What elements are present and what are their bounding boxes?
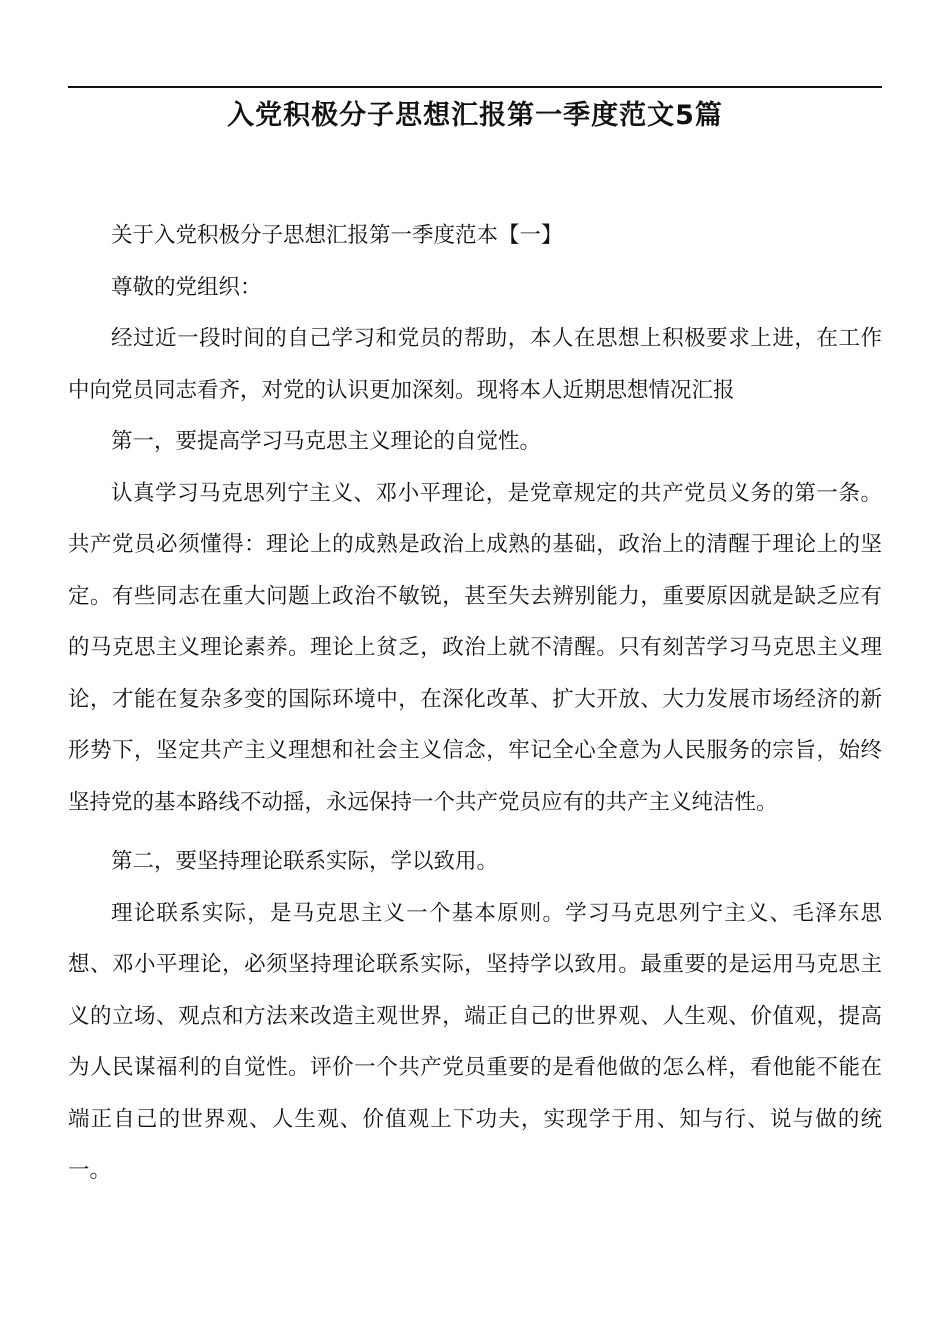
intro-paragraph: 经过近一段时间的自己学习和党员的帮助，本人在思想上积极要求上进，在工作中向党员同志看齐，对党的认识更加深刻。现将本人近期思想情况汇报 (68, 326, 882, 403)
document-body (68, 210, 882, 1197)
header-rule (68, 86, 882, 88)
point-two-paragraph: 理论联系实际，是马克思主义一个基本原则。学习马克思列宁主义、毛泽东思想、邓小平理论，必须坚持理论联系实际，坚持学以致用。最重要的是运用马克思主义的立场、观点和方法来改造主观世界，端正自己的世界观、人生观、价值观，提高为人民谋福利的自觉性。评价一个共产党员重要的是看他做的怎么样，看他能不能在端正自己的世界观、人生观、价值观上下功夫，实现学于用、知与行、说与做的统一。 (68, 900, 882, 1183)
point-two-heading: 第二，要坚持理论联系实际，学以致用。 (111, 849, 499, 874)
section-heading: 关于入党积极分子思想汇报第一季度范本【一】 (111, 223, 563, 248)
salutation: 尊敬的党组织： (111, 274, 262, 300)
point-one-paragraph: 认真学习马克思列宁主义、邓小平理论，是党章规定的共产党员义务的第一条。共产党员必须懂得：理论上的成熟是政治上成熟的基础，政治上的清醒于理论上的坚定。有些同志在重大问题上政治不敏锐，甚至失去辨别能力，重要原因就是缺乏应有的马克思主义理论素养。理论上贫乏，政治上就不清醒。只有刻苦学习马克思主义理论，才能在复杂多变的国际环境中，在深化改革、扩大开放、大力发展市场经济的新形势下，坚定共产主义理想和社会主义信念，牢记全心全意为人民服务的宗旨，始终坚持党的基本路线不动摇，永远保持一个共产党员应有的共产主义纯洁性。 (68, 480, 882, 815)
document-title: 入党积极分子思想汇报第一季度范文5篇 (227, 100, 723, 131)
point-one-heading: 第一，要提高学习马克思主义理论的自觉性。 (111, 429, 542, 454)
